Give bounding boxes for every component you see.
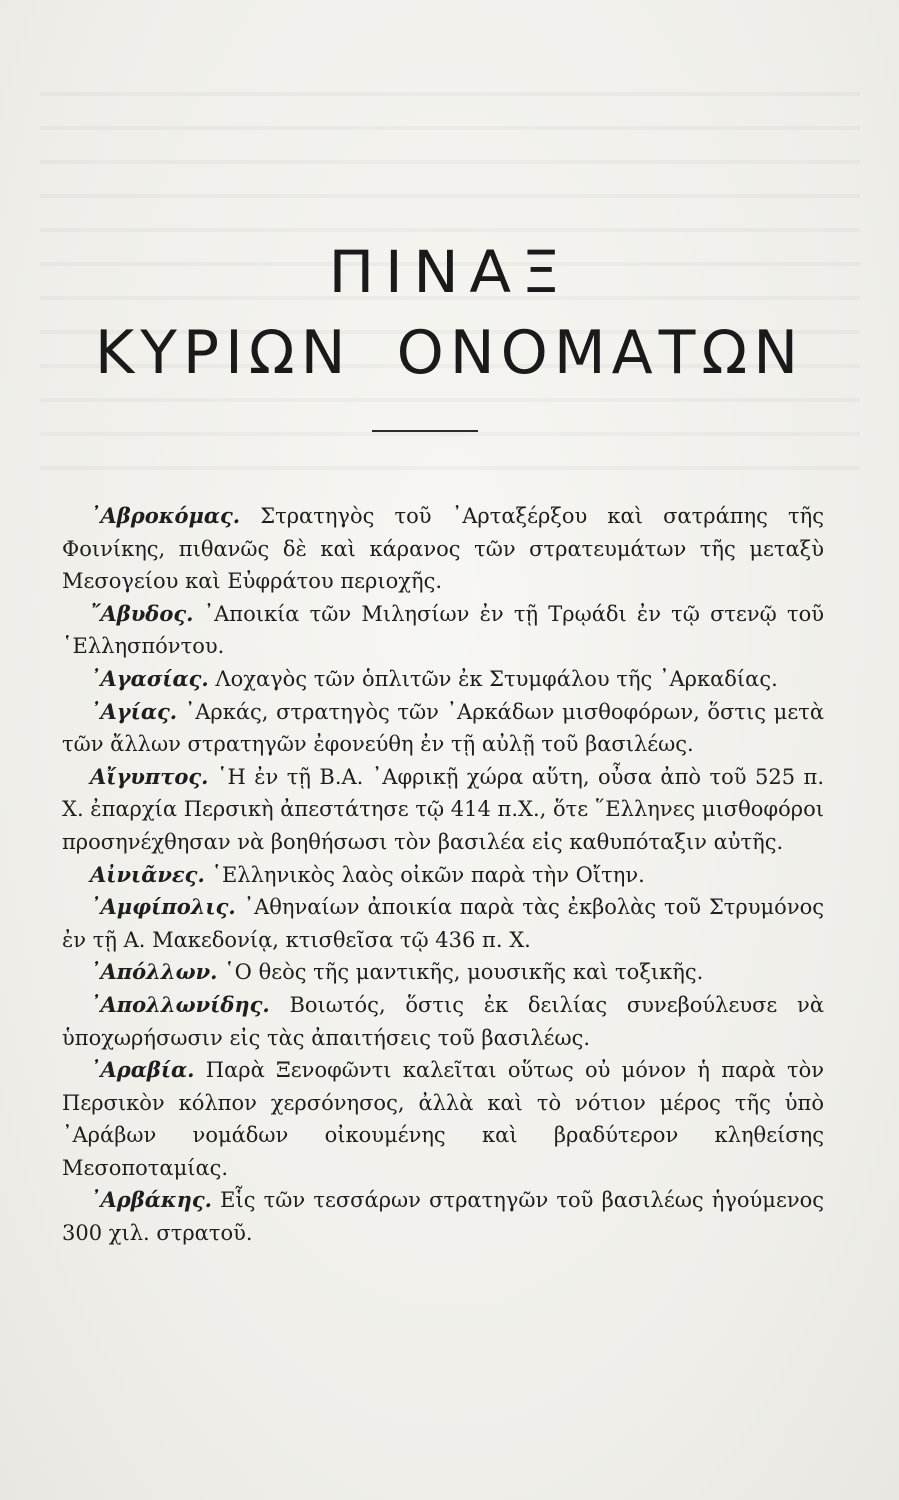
index-entry bbox=[62, 500, 824, 598]
entry-text: Εἷς τῶν τεσσάρων στρατηγῶν τοῦ βασιλέως ἡγούμενος 300 χιλ. στρατοῦ. bbox=[62, 1188, 824, 1246]
entry-text: Στρατηγὸς τοῦ ᾿Αρταξέρξου καὶ σατράπης τῆς Φοινίκης, πιθανῶς δὲ καὶ κάρανος τῶν στρατευμάτων τῆς μεταξὺ Μεσογείου καὶ Εὐφράτου περιοχῆς. bbox=[62, 504, 824, 594]
index-entry bbox=[62, 696, 824, 761]
index-title: ΠΙΝΑΞ bbox=[328, 238, 571, 306]
index-entry bbox=[62, 989, 824, 1054]
entry-text: Βοιωτός, ὅστις ἐκ δειλίας συνεβούλευσε νὰ ὑποχωρήσωσιν εἰς τὰς ἀπαιτήσεις τοῦ βασιλέως. bbox=[62, 992, 824, 1050]
entry-headword: ᾿Αβροκόμας. bbox=[90, 503, 241, 528]
index-entry bbox=[62, 1054, 824, 1184]
entry-headword: ᾿Αγασίας. bbox=[90, 665, 209, 691]
index-subtitle: ΚΥΡΙΩΝ ΟΝΟΜΑΤΩΝ bbox=[94, 318, 805, 388]
index-entry bbox=[62, 956, 824, 989]
entry-text: ᾿Αποικία τῶν Μιλησίων ἐν τῇ Τρῳάδι ἐν τῷ στενῷ τοῦ ῾Ελλησπόντου. bbox=[62, 601, 824, 659]
entry-headword: ῎Αβυδος. bbox=[90, 600, 194, 626]
entry-text: ῾Ο θεὸς τῆς μαντικῆς, μουσικῆς καὶ τοξικῆς. bbox=[217, 960, 704, 985]
entry-headword: Αἰνιᾶνες. bbox=[90, 861, 205, 887]
entry-headword: ᾿Αμφίπολις. bbox=[90, 894, 236, 920]
entry-headword: Αἴγυπτος. bbox=[90, 763, 209, 789]
entry-headword: ᾿Αραβία. bbox=[90, 1057, 195, 1083]
entry-headword: ᾿Απολλωνίδης. bbox=[90, 991, 270, 1017]
entry-headword: ᾿Αρβάκης. bbox=[90, 1187, 212, 1213]
entry-headword: ᾿Απόλλων. bbox=[90, 959, 218, 985]
entry-text: ῾Η ἐν τῇ Β.Α. ᾿Αφρικῇ χώρα αὕτη, οὖσα ἀπὸ τοῦ 525 π. Χ. ἐπαρχία Περσικὴ ἀπεστάτησε τῷ 414 π.Χ., ὅτε ῞Ελληνες μισθοφόροι προσηνέχθησαν νὰ βοηθήσωσι τὸν βασιλέα εἰς καθυπόταξιν αὐτῆς. bbox=[62, 764, 824, 854]
index-entry bbox=[62, 663, 824, 696]
entry-text: ᾿Αρκάς, στρατηγὸς τῶν ᾿Αρκάδων μισθοφόρων, ὅστις μετὰ τῶν ἄλλων στρατηγῶν ἐφονεύθη ἐν τῇ αὐλῇ τοῦ βασιλέως. bbox=[62, 699, 824, 757]
index-entry bbox=[62, 598, 824, 663]
entry-text: ῾Ελληνικὸς λαὸς οἰκῶν παρὰ τὴν Οἴτην. bbox=[204, 862, 645, 887]
title-divider bbox=[372, 430, 478, 432]
index-entry bbox=[62, 859, 824, 892]
entry-headword: ᾿Αγίας. bbox=[90, 698, 178, 724]
entry-text: Παρὰ Ξενοφῶντι καλεῖται οὕτως οὐ μόνον ἡ παρὰ τὸν Περσικὸν κόλπον χερσόνησος, ἀλλὰ καὶ τὸ νότιον μέρος τῆς ὑπὸ ᾿Αράβων νομάδων οἰκουμένης καὶ βραδύτερον κληθείσης Μεσοποταμίας. bbox=[62, 1058, 824, 1180]
index-entries bbox=[62, 500, 824, 1250]
index-entry bbox=[62, 1184, 824, 1249]
index-entry bbox=[62, 891, 824, 956]
entry-text: ᾿Αθηναίων ἀποικία παρὰ τὰς ἐκβολὰς τοῦ Στρυμόνος ἐν τῇ Α. Μακεδονίᾳ, κτισθεῖσα τῷ 436 π. Χ. bbox=[62, 895, 824, 952]
entry-text: Λοχαγὸς τῶν ὁπλιτῶν ἐκ Στυμφάλου τῆς ᾿Αρκαδίας. bbox=[208, 666, 778, 691]
index-entry bbox=[62, 761, 824, 859]
